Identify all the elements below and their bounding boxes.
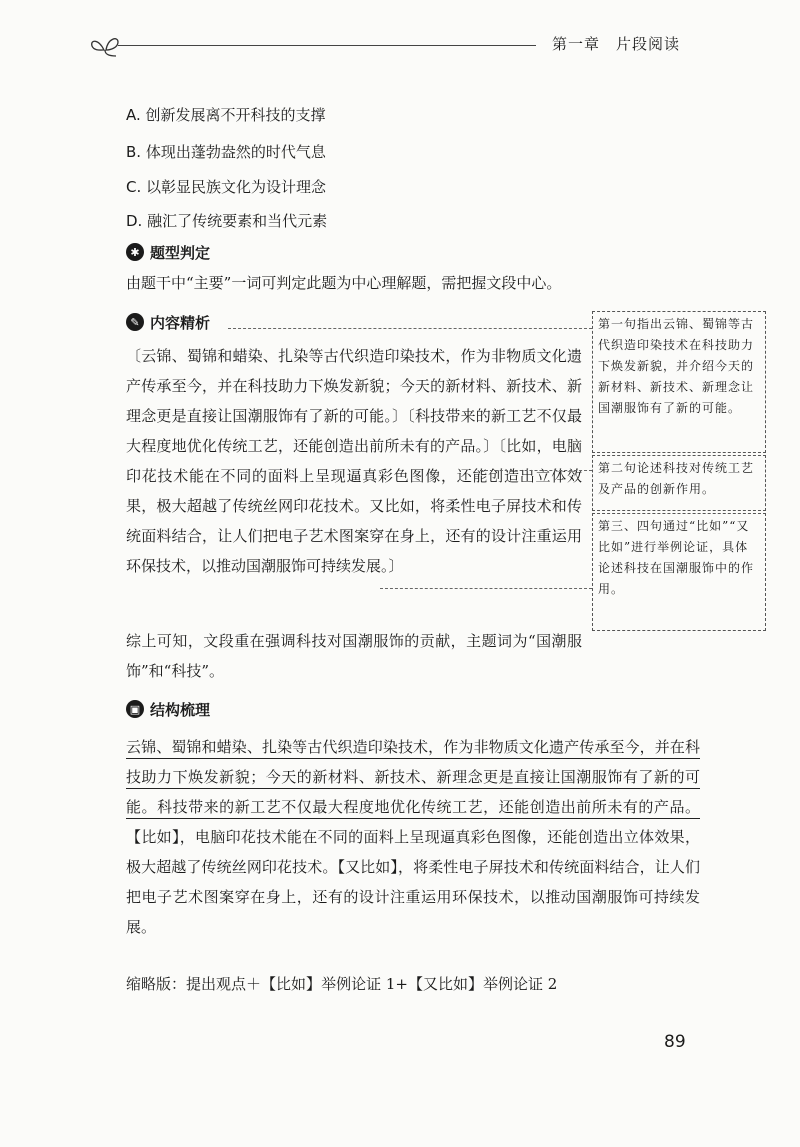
page-number: 89 xyxy=(664,1032,686,1052)
pen-icon: ✎ xyxy=(126,313,144,331)
header-rule xyxy=(118,45,536,46)
gear-icon: ✱ xyxy=(126,243,144,261)
brief-tag-1: 【 比如 】 xyxy=(261,975,321,993)
margin-note-3: 第三、四句通过“比如”“又比如”进行举例论证，具体论述科技在国潮服饰中的作用。 xyxy=(592,513,766,631)
structure-passage xyxy=(126,732,700,942)
note-leader-3 xyxy=(380,588,592,589)
option-c: C. 以彰显民族文化为设计理念 xyxy=(126,178,327,196)
analysis-sentence-2: 〔 科技带来的新工艺不仅最大程度地优化传统工艺，还能创造出前所未有的产品。 〕 xyxy=(126,407,582,455)
margin-note-1: 第一句指出云锦、蜀锦等古代织造印染技术在科技助力下焕发新貌，并介绍今天的新材料、新技术、新理念让国潮服饰有了新的可能。 xyxy=(592,311,766,453)
question-type-text: 由题干中“主要”一词可判定此题为中心理解题，需把握文段中心。 xyxy=(126,274,562,292)
structure-tag-2: 【 又比如 】 xyxy=(337,858,398,876)
brief-outline xyxy=(126,973,557,994)
structure-tag-1: 【 比如 】 xyxy=(126,828,180,846)
brief-suffix: 举例论证 2 xyxy=(483,975,558,993)
structure-example-1: ，电脑印花技术能在不同的面料上呈现逼真彩色图像，还能创造出立体效果，极大超越了传统丝网印花技术。 xyxy=(126,828,700,876)
analysis-heading xyxy=(126,311,210,333)
note-leader-1 xyxy=(228,328,592,329)
brief-tag-2: 【 又比如 】 xyxy=(408,975,483,993)
note-leader-2 xyxy=(480,470,592,471)
structure-main-point: 云锦、蜀锦和蜡染、扎染等古代织造印染技术，作为非物质文化遗产传承至今，并在科技助力下焕发新貌；今天的新材料、新技术、新理念更是直接让国潮服饰有了新的可能。 xyxy=(126,738,700,819)
structure-icon: ▣ xyxy=(126,700,144,718)
brief-prefix: 缩略版：提出观点＋ xyxy=(126,975,262,993)
structure-second-point: 科技带来的新工艺不仅最大程度地优化传统工艺，还能创造出前所未有的产品。 xyxy=(157,798,700,819)
question-type-title: 题型判定 xyxy=(150,243,211,262)
analysis-sentence-3: 〔 比如，电脑印花技术能在不同的面料上呈现逼真彩色图像，还能创造出立体效果，极大超越了传统丝网印花技术。又比如，将柔性电子屏技术和传统面料结合，让人们把电子艺术图案穿在身上，还有的设计注重运用环保技术，以推动国潮服饰可持续发展。 〕 xyxy=(126,437,582,575)
structure-heading xyxy=(126,698,210,720)
analysis-title: 内容精析 xyxy=(150,313,211,332)
option-b: B. 体现出蓬勃盎然的时代气息 xyxy=(126,143,326,161)
margin-note-2: 第二句论述科技对传统工艺及产品的创新作用。 xyxy=(592,455,766,511)
analysis-summary: 综上可知，文段重在强调科技对国潮服饰的贡献，主题词为“国潮服饰”和“科技”。 xyxy=(126,632,582,680)
brief-mid: 举例论证 1+ xyxy=(321,975,408,993)
analysis-passage xyxy=(126,341,582,581)
structure-example-2: ，将柔性电子屏技术和传统面料结合，让人们把电子艺术图案穿在身上，还有的设计注重运用环保技术，以推动国潮服饰可持续发展。 xyxy=(126,858,700,936)
analysis-sentence-1: 〔 云锦、蜀锦和蜡染、扎染等古代织造印染技术，作为非物质文化遗产传承至今，并在科技助力下焕发新貌；今天的新材料、新技术、新理念更是直接让国潮服饰有了新的可能。 〕 xyxy=(126,347,582,425)
structure-title: 结构梳理 xyxy=(150,700,211,719)
option-a: A. 创新发展离不开科技的支撑 xyxy=(126,106,326,124)
question-type-heading xyxy=(126,241,210,263)
chapter-header: 第一章 片段阅读 xyxy=(552,35,681,53)
sprout-icon xyxy=(86,28,126,58)
option-d: D. 融汇了传统要素和当代元素 xyxy=(126,212,328,230)
